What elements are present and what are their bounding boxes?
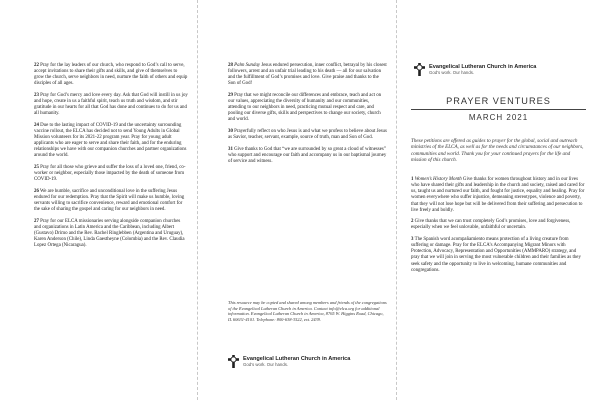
org-name: Evangelical Lutheran Church in America — [429, 63, 537, 70]
prayer-item: 23 Pray for God’s mercy and love every day. Ask that God will instill in us joy and hope, create in us a faithful spirit, teach us truth and wisdom, and stir gratitude in our hearts for all that God has done and continues to do for us and all humanity. — [34, 92, 188, 117]
prayer-item: 1 Women’s History Month Give thanks for women throughout history and in our lives who have shared their gifts and leadership in the church and society, raised and cared for us, taught us and nurtured our faith, and fought for justice, equality and healing. Pray for women everywhere who suffer injustice, demeaning stereotypes, violence and poverty, that they will not lose hope but will be delivered from their suffering and persecution to live freely and boldly. — [411, 177, 585, 213]
intro-text: These petitions are offered as guides to prayer for the global, social and outreach ministries of the ELCA, as well as for the needs and circumstances of our neighbors, communities and world. Thank you for your continued prayers for the life and mission of this church. — [411, 138, 584, 163]
prayer-item: 2 Give thanks that we can trust completely God’s promises, love and forgiveness, especially when we feel unlovable, unfaithful or uncertain. — [411, 219, 571, 231]
prayer-list-middle — [228, 63, 387, 165]
prayer-item: 24 Due to the lasting impact of COVID-19 and the uncertainty surrounding vaccine rollout, the ELCA has decided not to send Young Adults in Global Mission volunteers for its 2021-22 program year. Pray for young adult applicants who are eager to serve and share their faith, and for the enduring relationships we have with our companion churches and partner organizations around the world. — [34, 122, 187, 159]
column-middle — [198, 0, 397, 400]
prayer-item: 30 Prayerfully reflect on who Jesus is and what we profess to believe about Jesus as Savior, teacher, servant, example, source of truth, man and Son of God. — [228, 129, 387, 141]
prayer-item: 25 Pray for all those who grieve and suffer the loss of a loved one, friend, co-worker or neighbor, especially those impacted by the death of someone from COVID-19. — [34, 165, 186, 183]
column-left — [0, 0, 198, 400]
prayer-item: 29 Pray that we might reconcile our differences and embrace, teach and act on our values, appreciating the diversity of humanity and our communities, attending to our neighbors in need, practicing mutual respect and care, and pooling our diverse gifts, skills and perspectives to change our society, church and world. — [228, 92, 382, 123]
column-right — [397, 0, 600, 400]
elca-logo-header — [414, 63, 586, 76]
org-tagline: God’s work. Our hands. — [243, 362, 289, 367]
prayer-list-right — [411, 177, 586, 274]
copyright-note: This resource may be copied and shared among members and friends of the congregations of the Evangelical Lutheran Church in America. Contact info@elca.org for additional information. Evangelical Lutheran Church in America, 8765 W. Higgins Road, Chicago, IL 60631-4101. Telephone: 800-638-3522, ext. 2439. — [228, 300, 387, 322]
prayer-list-left — [34, 63, 188, 249]
prayer-item: 3 The Spanish word acompañamiento means protection of a living creature from suffering or damage. Pray for the ELCA’s Accompanying Migrant Minors with Protection, Advocacy, Representation and Opportunities (AMMPARO) strategy, and pray that we will join in serving the most vulnerable children and their families as they seek safety and the opportunity to live in welcoming, humane communities and congregations. — [411, 237, 581, 273]
prayer-item: 22 Pray for the lay leaders of our church, who respond to God’s call to serve, accept invitations to share their gifts and skills, and give of themselves to grow the church, serve neighbors in need, nurture the faith of others and equip disciples of all ages. — [34, 63, 188, 87]
title-divider — [411, 109, 586, 110]
cross-logo-icon — [414, 63, 425, 76]
page-title: PRAYER VENTURES — [446, 96, 551, 106]
prayer-item: 26 We are humble, sacrifice and unconditional love in the suffering Jesus endured for our redemption. Pray that the Spirit will make us humble, loving servants willing to sacrifice convenience, reward and emotional comfort for the sake of sharing the gospel and caring for our neighbors in need. — [34, 188, 185, 213]
page-subtitle-month: MARCH 2021 — [468, 113, 529, 122]
prayer-item: 27 Pray for our ELCA missionaries serving alongside companion churches and organizations in Latin America and the Caribbean, including Albert (Gustavo) Drimo and the Rev. Rachel Ringlebben (Argentina and Uruguay), Karen Anderson (Chile), Linda Gaestheyne (Colombia) and the Rev. Claudia Lopez Ortega (Nicaragua). — [34, 218, 185, 249]
org-tagline: God’s work. Our hands. — [429, 70, 475, 75]
prayer-item: 31 Give thanks to God that “we are surrounded by so great a cloud of witnesses” who support and encourage our faith and accompany us in our baptismal journey of service and witness. — [228, 146, 387, 164]
org-name: Evangelical Lutheran Church in America — [243, 355, 351, 362]
prayer-item: 28 Palm Sunday Jesus endured persecution, inner conflict, betrayal by his closest followers, arrest and an unfair trial leading to his death — all for our salvation and the fulfillment of God’s promises and love. Give praise and thanks to the Son of God! — [228, 63, 387, 87]
cross-logo-icon — [228, 355, 239, 368]
elca-logo-footer — [228, 355, 350, 368]
